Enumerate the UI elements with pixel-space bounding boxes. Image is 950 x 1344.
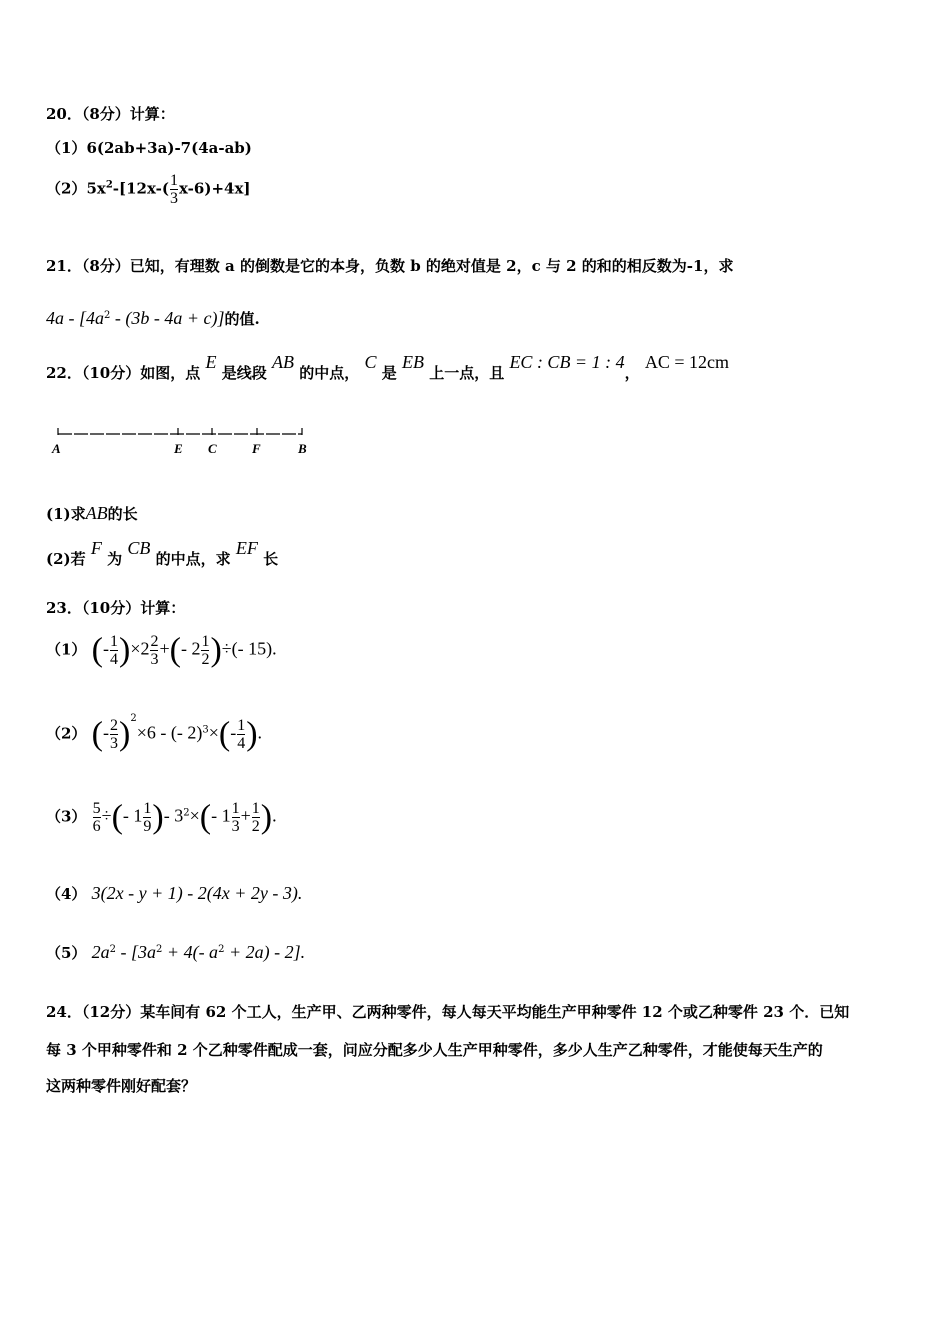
point-label-f: F	[252, 441, 261, 456]
point-label-c: C	[208, 441, 217, 456]
q20-part2-label: （2）	[46, 179, 87, 198]
q21-title: 21．（8分）已知，有理数 a 的倒数是它的本身，负数 b 的绝对值是 2，c 与 2 的和的相反数为-1，求	[46, 257, 734, 275]
q20-title: 20．（8分）计算：	[46, 105, 175, 123]
q22-sub2: (2)若 F 为 CB 的中点，求 EF 长	[46, 538, 279, 568]
q24-line3: 这两种零件刚好配套？	[46, 1077, 197, 1095]
q20-part1-expr: 6(2ab+3a)-7(4a-ab)	[86, 139, 252, 157]
q22-statement: 22．（10分）如图，点 E 是线段 AB 的中点， C 是 EB 上一点，且 EC : CB = 1 : 4， AC = 12cm	[46, 352, 729, 382]
segment-diagram	[52, 425, 312, 461]
point-label-a: A	[52, 441, 61, 456]
q20-part1	[46, 137, 252, 158]
q24-line2: 每 3 个甲种零件和 2 个乙种零件配成一套，问应分配多少人生产甲种零件，多少人生产乙种零件，才能使每天生产的	[46, 1041, 823, 1059]
q23-expr2: （2） (- $\frac{2}{3}$ )$^2$×6 - (- 2)$^3$×(- $\frac{1}{4}$ ).	[46, 712, 263, 753]
q22-sub1: (1)求AB的长	[46, 503, 138, 523]
point-label-e: E	[174, 441, 183, 456]
q23-expr1: （1） (- $\frac{1}{4}$ )×2 $\frac{2}{3}$ +(- 2 $\frac{1}{2}$ )÷(- 15).	[46, 631, 277, 669]
fraction: $\frac{1}{3}$	[170, 172, 178, 207]
q23-expr3: （3） $\frac{5}{6}$ ÷(- 1 $\frac{1}{9}$ )- $3^2\times(-$ 1 $\frac{1}{3}$ + $\frac{1}{2}$ ).	[46, 798, 277, 836]
q23-expr4: （4） 3(2x - y + 1) - 2(4x + 2y - 3).	[46, 883, 303, 903]
segment-line	[52, 425, 312, 439]
q20-part1-label: （1）	[46, 139, 87, 157]
q23-expr5: （5） $2a^2 - [3a^2 + 4(-$ $a^2 + 2a) - 2$].	[46, 942, 306, 962]
point-label-b: B	[298, 441, 307, 456]
q20-part2: $(2)5x^2-[12x-$( $\frac{1}{3}$ x-6)+4x]	[46, 172, 251, 207]
q23-title: 23．（10分）计算：	[46, 599, 186, 617]
q21-expression: $4a - [4a^2 - (3b - 4a + c)]$的值.	[46, 308, 260, 328]
q24-line1: 24．（12分）某车间有 62 个工人，生产甲、乙两种零件，每人每天平均能生产甲种零件 12 个或乙种零件 23 个．已知	[46, 1003, 850, 1021]
